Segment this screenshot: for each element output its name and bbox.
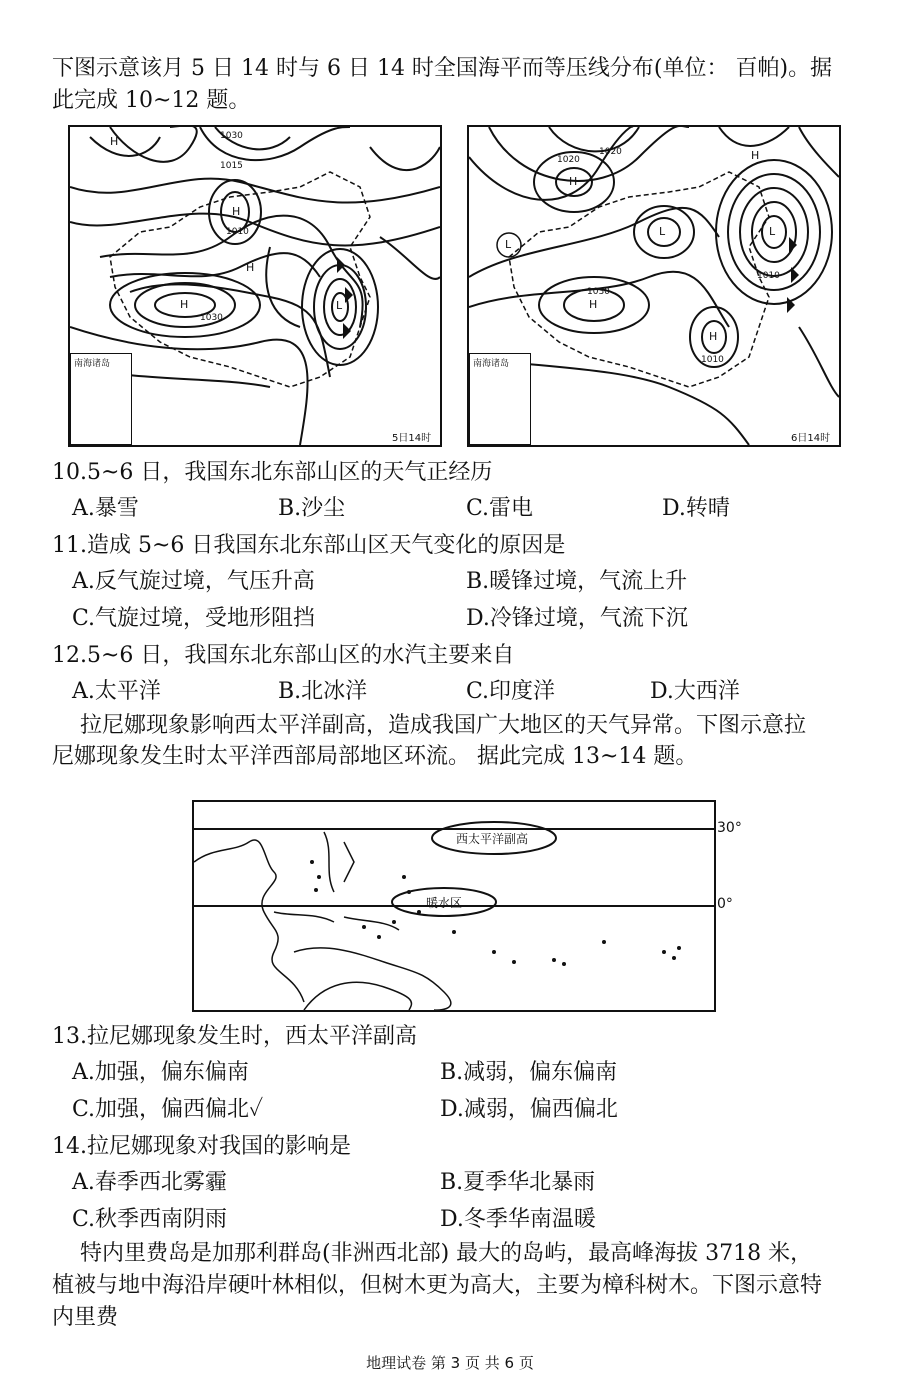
q12-option-a: A.太平洋	[72, 679, 161, 704]
q11-option-d: D.冷锋过境，气流下沉	[466, 606, 688, 631]
intro-line-1: 下图示意该月 5 日 14 时与 6 日 14 时全国海平而等压线分布(单位： 百帕)。据	[52, 56, 833, 81]
isobar-value: 1015	[220, 161, 243, 171]
q13-stem: 13.拉尼娜现象发生时，西太平洋副高	[52, 1024, 417, 1049]
q13-option-d: D.减弱，偏西偏北	[440, 1097, 618, 1122]
high-label: H	[589, 298, 598, 311]
high-label: H	[246, 261, 255, 274]
isobar-value: 1030	[200, 313, 223, 323]
map-time-label: 5日14时	[392, 433, 432, 444]
q13-option-b: B.减弱，偏东偏南	[440, 1060, 618, 1085]
warm-pool-label: 暖水区	[426, 896, 463, 910]
south-sea-inset	[469, 353, 531, 445]
intro3-line-2: 植被与地中海沿岸硬叶林相似，但树木更为高大，主要为樟科树木。下图示意特	[52, 1273, 823, 1298]
high-label: H	[569, 175, 578, 188]
isobar-map-day6	[467, 125, 841, 447]
q12-option-d: D.大西洋	[650, 679, 740, 704]
latitude-30-label: 30°	[717, 820, 742, 836]
q13-option-a: A.加强，偏东偏南	[72, 1060, 249, 1085]
intro3-line-3: 内里费	[52, 1305, 119, 1330]
pacific-circulation-map	[192, 800, 716, 1012]
q11-option-b: B.暖锋过境，气流上升	[466, 569, 688, 594]
q10-option-d: D.转晴	[662, 496, 730, 521]
high-label: H	[180, 298, 189, 311]
low-label: L	[336, 299, 343, 312]
isobar-value: 1020	[599, 147, 622, 157]
q14-option-a: A.春季西北雾霾	[72, 1170, 227, 1195]
q14-stem: 14.拉尼娜现象对我国的影响是	[52, 1134, 351, 1159]
isobar-value: 1010	[757, 271, 780, 281]
low-label: L	[505, 238, 512, 251]
south-sea-inset	[70, 353, 132, 445]
q10-option-b: B.沙尘	[278, 496, 346, 521]
intro2-line-1: 拉尼娜现象影响西太平洋副高，造成我国广大地区的天气异常。下图示意拉	[80, 713, 807, 738]
subtropical-high-label: 西太平洋副高	[456, 832, 529, 846]
latitude-0-label: 0°	[717, 896, 733, 912]
isobar-map-day5	[68, 125, 442, 447]
intro3-line-1: 特内里费岛是加那利群岛(非洲西北部) 最大的岛屿，最高峰海拔 3718 米，	[80, 1241, 813, 1266]
inset-label: 南海诸岛	[473, 359, 510, 369]
isobar-value: 1010	[226, 227, 249, 237]
intro2-line-2: 尼娜现象发生时太平洋西部局部地区环流。 据此完成 13~14 题。	[52, 744, 698, 769]
q13-option-c: C.加强，偏西偏北✓	[72, 1097, 264, 1122]
q12-option-b: B.北冰洋	[278, 679, 368, 704]
q14-option-c: C.秋季西南阴雨	[72, 1207, 228, 1232]
isobar-value: 1020	[557, 155, 580, 165]
high-label: H	[110, 135, 119, 148]
q10-stem: 10.5~6 日，我国东北东部山区的天气正经历	[52, 460, 493, 485]
isobar-value: 1010	[701, 355, 724, 365]
isobar-value: 1030	[587, 287, 610, 297]
high-label: H	[232, 205, 241, 218]
q12-stem: 12.5~6 日，我国东北东部山区的水汽主要来自	[52, 643, 515, 668]
isobar-value: 1030	[220, 131, 243, 141]
low-label: L	[769, 225, 776, 238]
low-label: L	[659, 225, 666, 238]
map-time-label: 6日14时	[791, 433, 831, 444]
high-label: H	[709, 330, 718, 343]
intro-line-2: 此完成 10~12 题。	[52, 88, 251, 113]
q11-stem: 11.造成 5~6 日我国东北东部山区天气变化的原因是	[52, 533, 566, 558]
q14-option-d: D.冬季华南温暖	[440, 1207, 596, 1232]
q11-option-a: A.反气旋过境，气压升高	[72, 569, 315, 594]
q10-option-c: C.雷电	[466, 496, 534, 521]
q10-option-a: A.暴雪	[72, 496, 139, 521]
q14-option-b: B.夏季华北暴雨	[440, 1170, 596, 1195]
page-footer: 地理试卷 第 3 页 共 6 页	[366, 1354, 534, 1372]
q11-option-c: C.气旋过境，受地形阻挡	[72, 606, 316, 631]
q12-option-c: C.印度洋	[466, 679, 556, 704]
high-label: H	[751, 149, 760, 162]
inset-label: 南海诸岛	[74, 359, 111, 369]
